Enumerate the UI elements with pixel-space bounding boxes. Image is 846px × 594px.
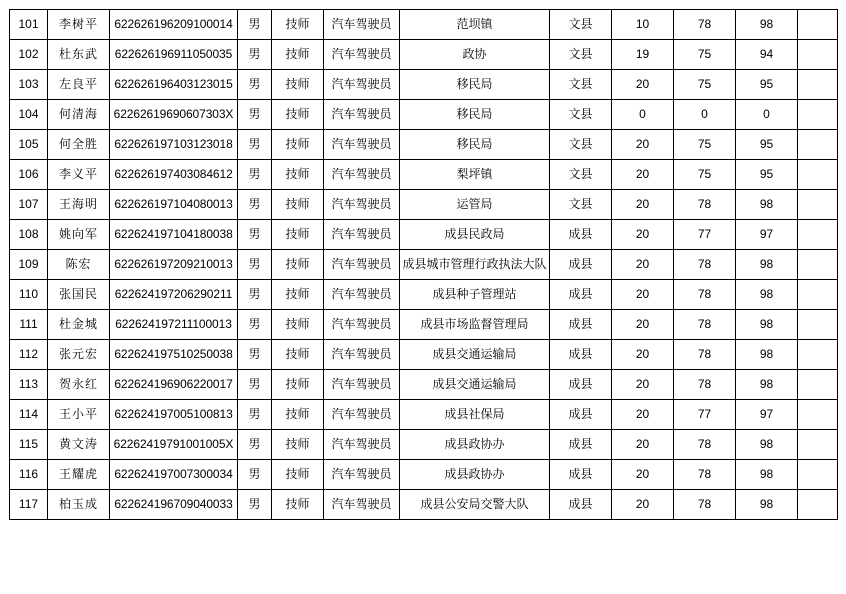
cell-unit: 成县市场监督管理局 [400,310,550,340]
cell-job: 汽车驾驶员 [324,10,400,40]
cell-blank [798,340,838,370]
cell-s3: 98 [736,430,798,460]
cell-id: 62262619690607303X [110,100,238,130]
cell-name: 左良平 [48,70,110,100]
cell-job: 汽车驾驶员 [324,160,400,190]
cell-s3: 95 [736,130,798,160]
cell-s2: 75 [674,130,736,160]
roster-table-container [9,9,837,520]
cell-county: 文县 [550,40,612,70]
cell-blank [798,10,838,40]
cell-sex: 男 [238,40,272,70]
cell-s3: 95 [736,70,798,100]
cell-seq: 114 [10,400,48,430]
cell-s2: 78 [674,460,736,490]
cell-id: 622626197209210013 [110,250,238,280]
cell-s3: 98 [736,10,798,40]
cell-blank [798,280,838,310]
cell-sex: 男 [238,490,272,520]
table-row [10,430,838,460]
cell-title: 技师 [272,340,324,370]
cell-s1: 20 [612,280,674,310]
cell-seq: 106 [10,160,48,190]
cell-s3: 98 [736,280,798,310]
cell-name: 贺永红 [48,370,110,400]
cell-name: 姚向军 [48,220,110,250]
cell-unit: 梨坪镇 [400,160,550,190]
table-row [10,370,838,400]
cell-blank [798,490,838,520]
cell-seq: 116 [10,460,48,490]
cell-s2: 78 [674,310,736,340]
cell-job: 汽车驾驶员 [324,490,400,520]
cell-county: 文县 [550,70,612,100]
cell-seq: 105 [10,130,48,160]
cell-blank [798,400,838,430]
cell-sex: 男 [238,340,272,370]
cell-unit: 移民局 [400,130,550,160]
cell-blank [798,190,838,220]
cell-blank [798,430,838,460]
cell-job: 汽车驾驶员 [324,310,400,340]
cell-s2: 77 [674,220,736,250]
cell-s2: 77 [674,400,736,430]
cell-job: 汽车驾驶员 [324,340,400,370]
table-row [10,40,838,70]
cell-s1: 0 [612,100,674,130]
cell-name: 张国民 [48,280,110,310]
cell-unit: 成县种子管理站 [400,280,550,310]
cell-name: 何清海 [48,100,110,130]
cell-unit: 成县民政局 [400,220,550,250]
cell-title: 技师 [272,130,324,160]
cell-name: 王耀虎 [48,460,110,490]
cell-sex: 男 [238,400,272,430]
cell-s3: 98 [736,340,798,370]
table-row [10,400,838,430]
cell-unit: 成县交通运输局 [400,340,550,370]
cell-id: 622624197007300034 [110,460,238,490]
cell-county: 文县 [550,160,612,190]
cell-seq: 107 [10,190,48,220]
table-row [10,130,838,160]
cell-unit: 移民局 [400,100,550,130]
cell-name: 王海明 [48,190,110,220]
cell-job: 汽车驾驶员 [324,220,400,250]
cell-county: 成县 [550,280,612,310]
cell-seq: 108 [10,220,48,250]
cell-county: 成县 [550,250,612,280]
cell-s1: 20 [612,430,674,460]
cell-id: 622626197403084612 [110,160,238,190]
cell-unit: 成县社保局 [400,400,550,430]
table-row [10,10,838,40]
cell-county: 成县 [550,430,612,460]
cell-sex: 男 [238,370,272,400]
cell-s2: 78 [674,10,736,40]
cell-sex: 男 [238,190,272,220]
table-row [10,190,838,220]
table-row [10,340,838,370]
cell-seq: 112 [10,340,48,370]
cell-blank [798,70,838,100]
cell-job: 汽车驾驶员 [324,370,400,400]
cell-seq: 111 [10,310,48,340]
table-row [10,100,838,130]
cell-s2: 0 [674,100,736,130]
cell-id: 622624197211100013 [110,310,238,340]
cell-seq: 103 [10,70,48,100]
cell-seq: 115 [10,430,48,460]
cell-s1: 10 [612,10,674,40]
cell-s3: 98 [736,370,798,400]
cell-sex: 男 [238,70,272,100]
cell-job: 汽车驾驶员 [324,40,400,70]
cell-s1: 20 [612,70,674,100]
cell-s3: 97 [736,220,798,250]
cell-s1: 20 [612,190,674,220]
table-row [10,160,838,190]
table-row [10,490,838,520]
cell-sex: 男 [238,220,272,250]
cell-name: 杜金城 [48,310,110,340]
cell-s3: 98 [736,310,798,340]
cell-county: 成县 [550,340,612,370]
cell-blank [798,370,838,400]
cell-county: 成县 [550,370,612,400]
cell-unit: 成县交通运输局 [400,370,550,400]
cell-seq: 117 [10,490,48,520]
cell-unit: 移民局 [400,70,550,100]
cell-county: 成县 [550,400,612,430]
cell-s1: 20 [612,130,674,160]
cell-job: 汽车驾驶员 [324,280,400,310]
cell-blank [798,130,838,160]
table-row [10,280,838,310]
cell-title: 技师 [272,280,324,310]
cell-county: 文县 [550,190,612,220]
cell-blank [798,40,838,70]
cell-sex: 男 [238,280,272,310]
cell-title: 技师 [272,100,324,130]
table-row [10,460,838,490]
cell-s1: 20 [612,400,674,430]
cell-id: 622626196403123015 [110,70,238,100]
cell-county: 成县 [550,490,612,520]
roster-table-body [10,10,838,520]
cell-name: 杜东武 [48,40,110,70]
cell-title: 技师 [272,430,324,460]
cell-name: 何全胜 [48,130,110,160]
cell-title: 技师 [272,40,324,70]
cell-sex: 男 [238,460,272,490]
cell-name: 柏玉成 [48,490,110,520]
cell-unit: 政协 [400,40,550,70]
cell-id: 622624197206290211 [110,280,238,310]
cell-title: 技师 [272,460,324,490]
cell-blank [798,100,838,130]
roster-table [9,9,838,520]
cell-unit: 范坝镇 [400,10,550,40]
cell-s1: 20 [612,460,674,490]
cell-sex: 男 [238,160,272,190]
cell-s1: 20 [612,220,674,250]
cell-id: 62262419791001005X [110,430,238,460]
cell-s3: 97 [736,400,798,430]
cell-s1: 20 [612,160,674,190]
cell-sex: 男 [238,250,272,280]
cell-county: 成县 [550,220,612,250]
cell-s1: 20 [612,250,674,280]
cell-seq: 109 [10,250,48,280]
cell-sex: 男 [238,100,272,130]
cell-seq: 113 [10,370,48,400]
cell-s1: 19 [612,40,674,70]
cell-sex: 男 [238,130,272,160]
cell-sex: 男 [238,10,272,40]
cell-s3: 94 [736,40,798,70]
cell-seq: 110 [10,280,48,310]
cell-title: 技师 [272,10,324,40]
cell-s2: 78 [674,250,736,280]
table-row [10,250,838,280]
cell-s2: 78 [674,190,736,220]
cell-s3: 98 [736,490,798,520]
cell-seq: 101 [10,10,48,40]
cell-unit: 成县公安局交警大队 [400,490,550,520]
table-row [10,220,838,250]
cell-id: 622624196906220017 [110,370,238,400]
cell-job: 汽车驾驶员 [324,100,400,130]
cell-title: 技师 [272,190,324,220]
cell-s1: 20 [612,310,674,340]
cell-title: 技师 [272,160,324,190]
cell-unit: 成县城市管理行政执法大队 [400,250,550,280]
cell-title: 技师 [272,220,324,250]
cell-title: 技师 [272,310,324,340]
cell-job: 汽车驾驶员 [324,190,400,220]
cell-id: 622624197510250038 [110,340,238,370]
cell-id: 622626197104080013 [110,190,238,220]
cell-sex: 男 [238,310,272,340]
cell-s2: 78 [674,490,736,520]
cell-county: 成县 [550,310,612,340]
cell-blank [798,310,838,340]
cell-blank [798,460,838,490]
cell-s2: 75 [674,70,736,100]
cell-name: 张元宏 [48,340,110,370]
table-row [10,310,838,340]
cell-s2: 78 [674,370,736,400]
cell-name: 陈宏 [48,250,110,280]
cell-s3: 95 [736,160,798,190]
cell-s3: 0 [736,100,798,130]
cell-seq: 104 [10,100,48,130]
cell-s2: 78 [674,430,736,460]
cell-title: 技师 [272,400,324,430]
cell-blank [798,220,838,250]
cell-unit: 成县政协办 [400,430,550,460]
cell-name: 李义平 [48,160,110,190]
cell-job: 汽车驾驶员 [324,430,400,460]
cell-job: 汽车驾驶员 [324,70,400,100]
table-row [10,70,838,100]
cell-blank [798,160,838,190]
cell-title: 技师 [272,250,324,280]
cell-id: 622624196709040033 [110,490,238,520]
cell-unit: 成县政协办 [400,460,550,490]
cell-title: 技师 [272,490,324,520]
cell-s2: 75 [674,40,736,70]
cell-id: 622624197005100813 [110,400,238,430]
cell-name: 黄文涛 [48,430,110,460]
cell-id: 622624197104180038 [110,220,238,250]
cell-s1: 20 [612,340,674,370]
cell-s2: 78 [674,340,736,370]
cell-id: 622626197103123018 [110,130,238,160]
cell-id: 622626196209100014 [110,10,238,40]
cell-name: 王小平 [48,400,110,430]
cell-s2: 75 [674,160,736,190]
cell-seq: 102 [10,40,48,70]
cell-name: 李树平 [48,10,110,40]
cell-county: 成县 [550,460,612,490]
cell-s1: 20 [612,370,674,400]
cell-county: 文县 [550,130,612,160]
cell-county: 文县 [550,10,612,40]
cell-job: 汽车驾驶员 [324,460,400,490]
cell-blank [798,250,838,280]
cell-job: 汽车驾驶员 [324,250,400,280]
cell-county: 文县 [550,100,612,130]
cell-title: 技师 [272,70,324,100]
cell-s3: 98 [736,250,798,280]
cell-job: 汽车驾驶员 [324,400,400,430]
cell-s3: 98 [736,460,798,490]
cell-title: 技师 [272,370,324,400]
cell-sex: 男 [238,430,272,460]
cell-id: 622626196911050035 [110,40,238,70]
cell-s3: 98 [736,190,798,220]
cell-s1: 20 [612,490,674,520]
cell-s2: 78 [674,280,736,310]
cell-job: 汽车驾驶员 [324,130,400,160]
cell-unit: 运管局 [400,190,550,220]
